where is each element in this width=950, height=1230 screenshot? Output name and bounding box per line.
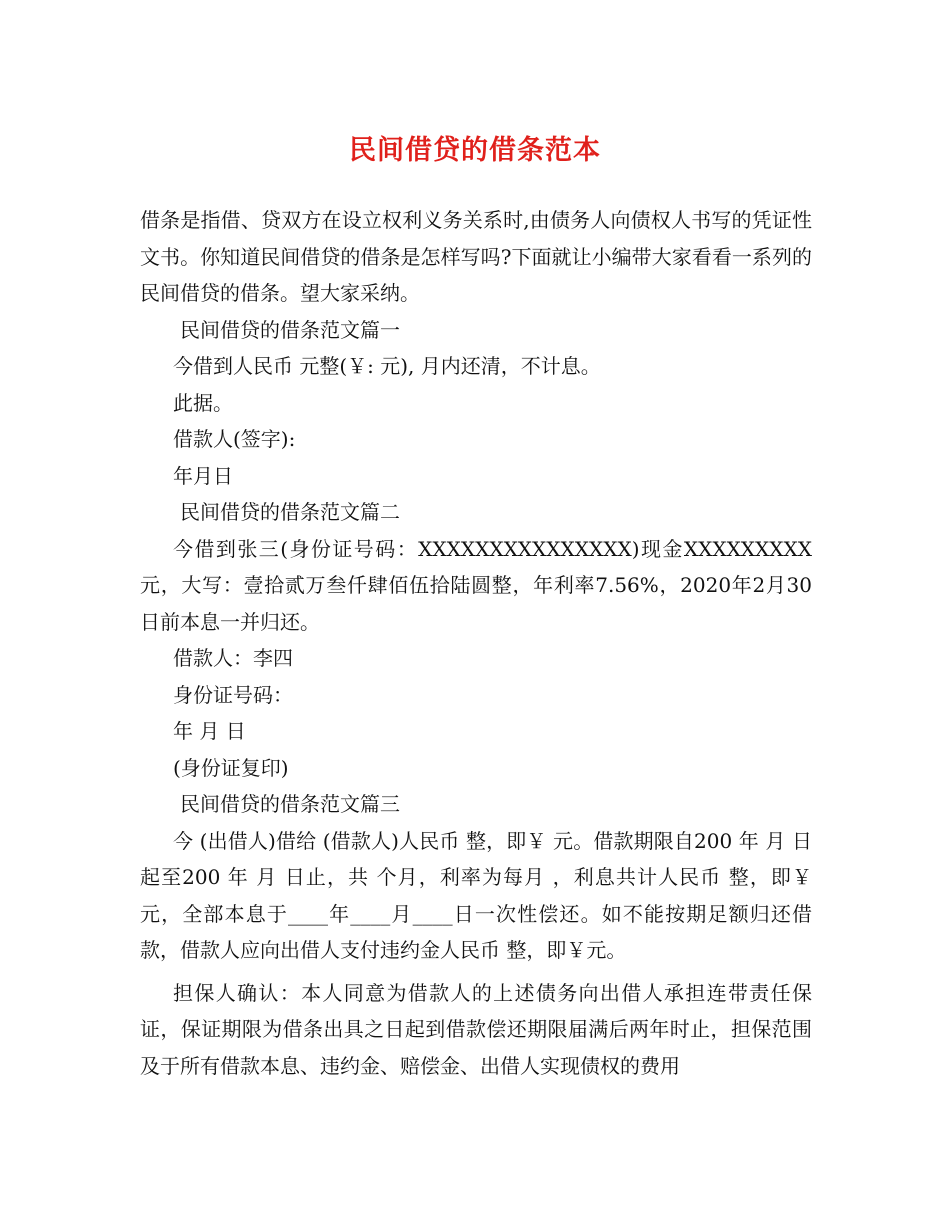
paragraph: 借款人：李四 [173,646,293,670]
paragraph: 年 月 日 [173,719,246,743]
paragraph: 今借到人民币 元整(￥: 元), 月内还清，不计息。 [173,354,601,378]
paragraph: 今 (出借人)借给 (借款人)人民币 整，即￥ 元。借款期限自200 年 月 日起至200 年 月 日止，共 个月，利率为每月 ，利息共计人民币 整，即￥ 元，全部本息于____年____月____日一次性偿还。如不能按期足额归还借款，借款人应向出借人支付违约金人民币 整，即￥元。 [140,828,812,962]
paragraph: (身份证复印) [173,755,289,780]
document-body [140,202,812,1084]
paragraph: 年月日 [173,463,233,488]
section-heading-3: 民间借贷的借条范文篇三 [180,792,400,816]
section-heading-1: 民间借贷的借条范文篇一 [180,317,400,342]
paragraph: 今借到张三(身份证号码：XXXXXXXXXXXXXXX)现金XXXXXXXXX元，大写：壹拾贰万叁仟肆佰伍拾陆圆整，年利率7.56%，2020年2月30日前本息一并归还。 [140,536,812,634]
paragraph: 借款人(签字): [173,427,296,451]
document-title: 民间借贷的借条范本 [349,135,601,166]
guarantor-paragraph: 担保人确认：本人同意为借款人的上述债务向出借人承担连带责任保证，保证期限为借条出具之日起到借款偿还期限届满后两年时止，担保范围及于所有借款本息、违约金、赔偿金、出借人实现债权的费用 [140,980,812,1078]
paragraph: 身份证号码： [173,682,293,707]
intro-paragraph: 借条是指借、贷双方在设立权利义务关系时,由债务人向债权人书写的凭证性文书。你知道民间借贷的借条是怎样写吗?下面就让小编带大家看看一系列的民间借贷的借条。望大家采纳。 [140,208,812,305]
section-heading-2: 民间借贷的借条范文篇二 [180,500,400,524]
paragraph: 此据。 [173,390,233,415]
